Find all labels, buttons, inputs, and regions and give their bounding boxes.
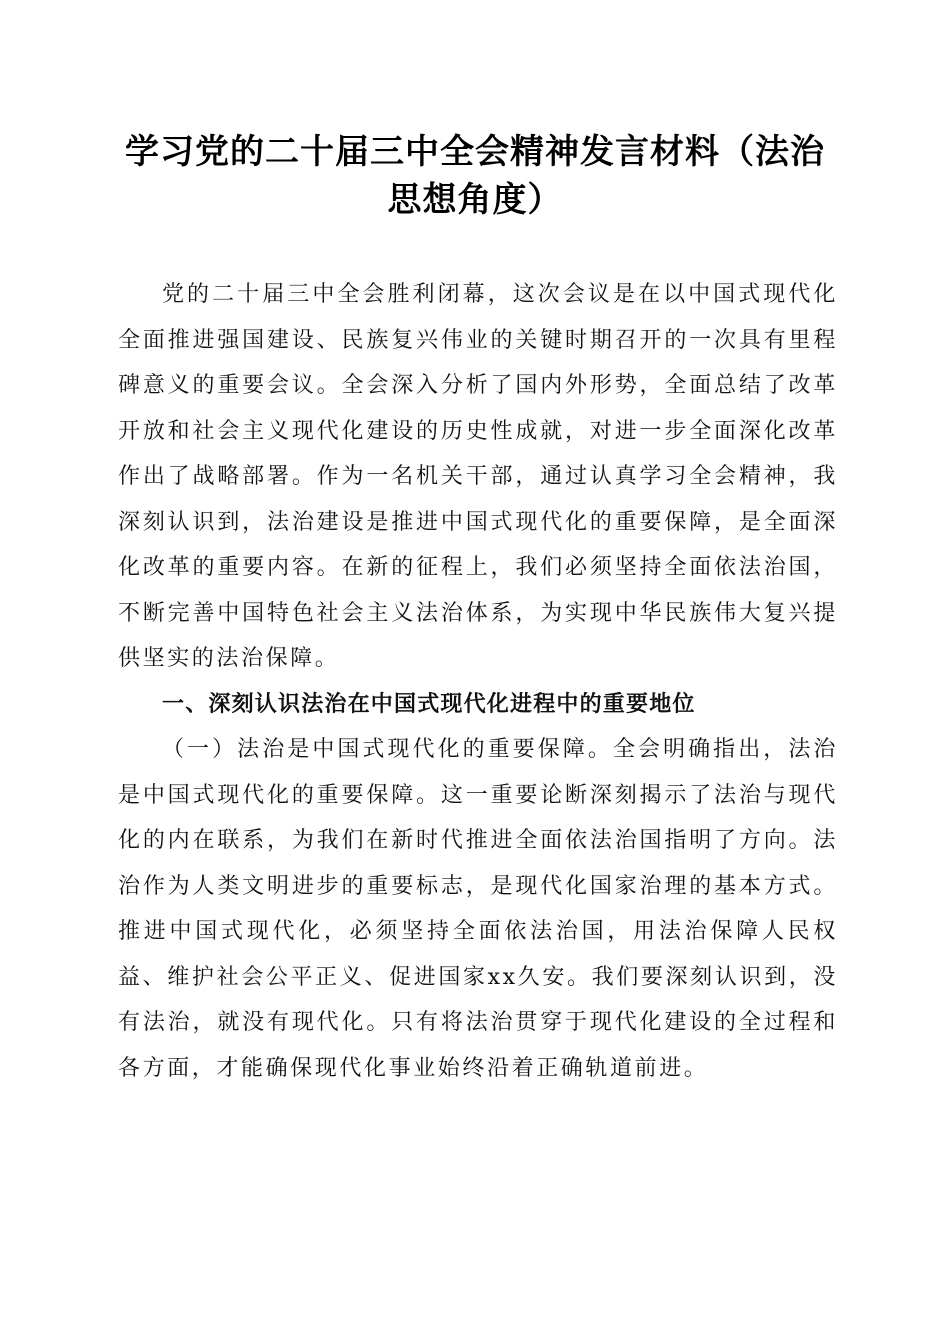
- document-body: [118, 272, 838, 1091]
- intro-paragraph: 党的二十届三中全会胜利闭幕，这次会议是在以中国式现代化全面推进强国建设、民族复兴伟业的关键时期召开的一次具有里程碑意义的重要会议。全会深入分析了国内外形势，全面总结了改革开放和社会主义现代化建设的历史性成就，对进一步全面深化改革作出了战略部署。作为一名机关干部，通过认真学习全会精神，我深刻认识到，法治建设是推进中国式现代化的重要保障，是全面深化改革的重要内容。在新的征程上，我们必须坚持全面依法治国，不断完善中国特色社会主义法治体系，为实现中华民族伟大复兴提供坚实的法治保障。: [118, 282, 838, 671]
- section-heading: 一、深刻认识法治在中国式现代化进程中的重要地位: [162, 691, 696, 717]
- section-paragraph: （一）法治是中国式现代化的重要保障。全会明确指出，法治是中国式现代化的重要保障。这一重要论断深刻揭示了法治与现代化的内在联系，为我们在新时代推进全面依法治国指明了方向。法治作为人类文明进步的重要标志，是现代化国家治理的基本方式。推进中国式现代化，必须坚持全面依法治国，用法治保障人民权益、维护社会公平正义、促进国家xx久安。我们要深刻认识到，没有法治，就没有现代化。只有将法治贯穿于现代化建设的全过程和各方面，才能确保现代化事业始终沿着正确轨道前进。: [118, 737, 838, 1081]
- document-title: 学习党的二十届三中全会精神发言材料（法治思想角度）: [125, 132, 825, 220]
